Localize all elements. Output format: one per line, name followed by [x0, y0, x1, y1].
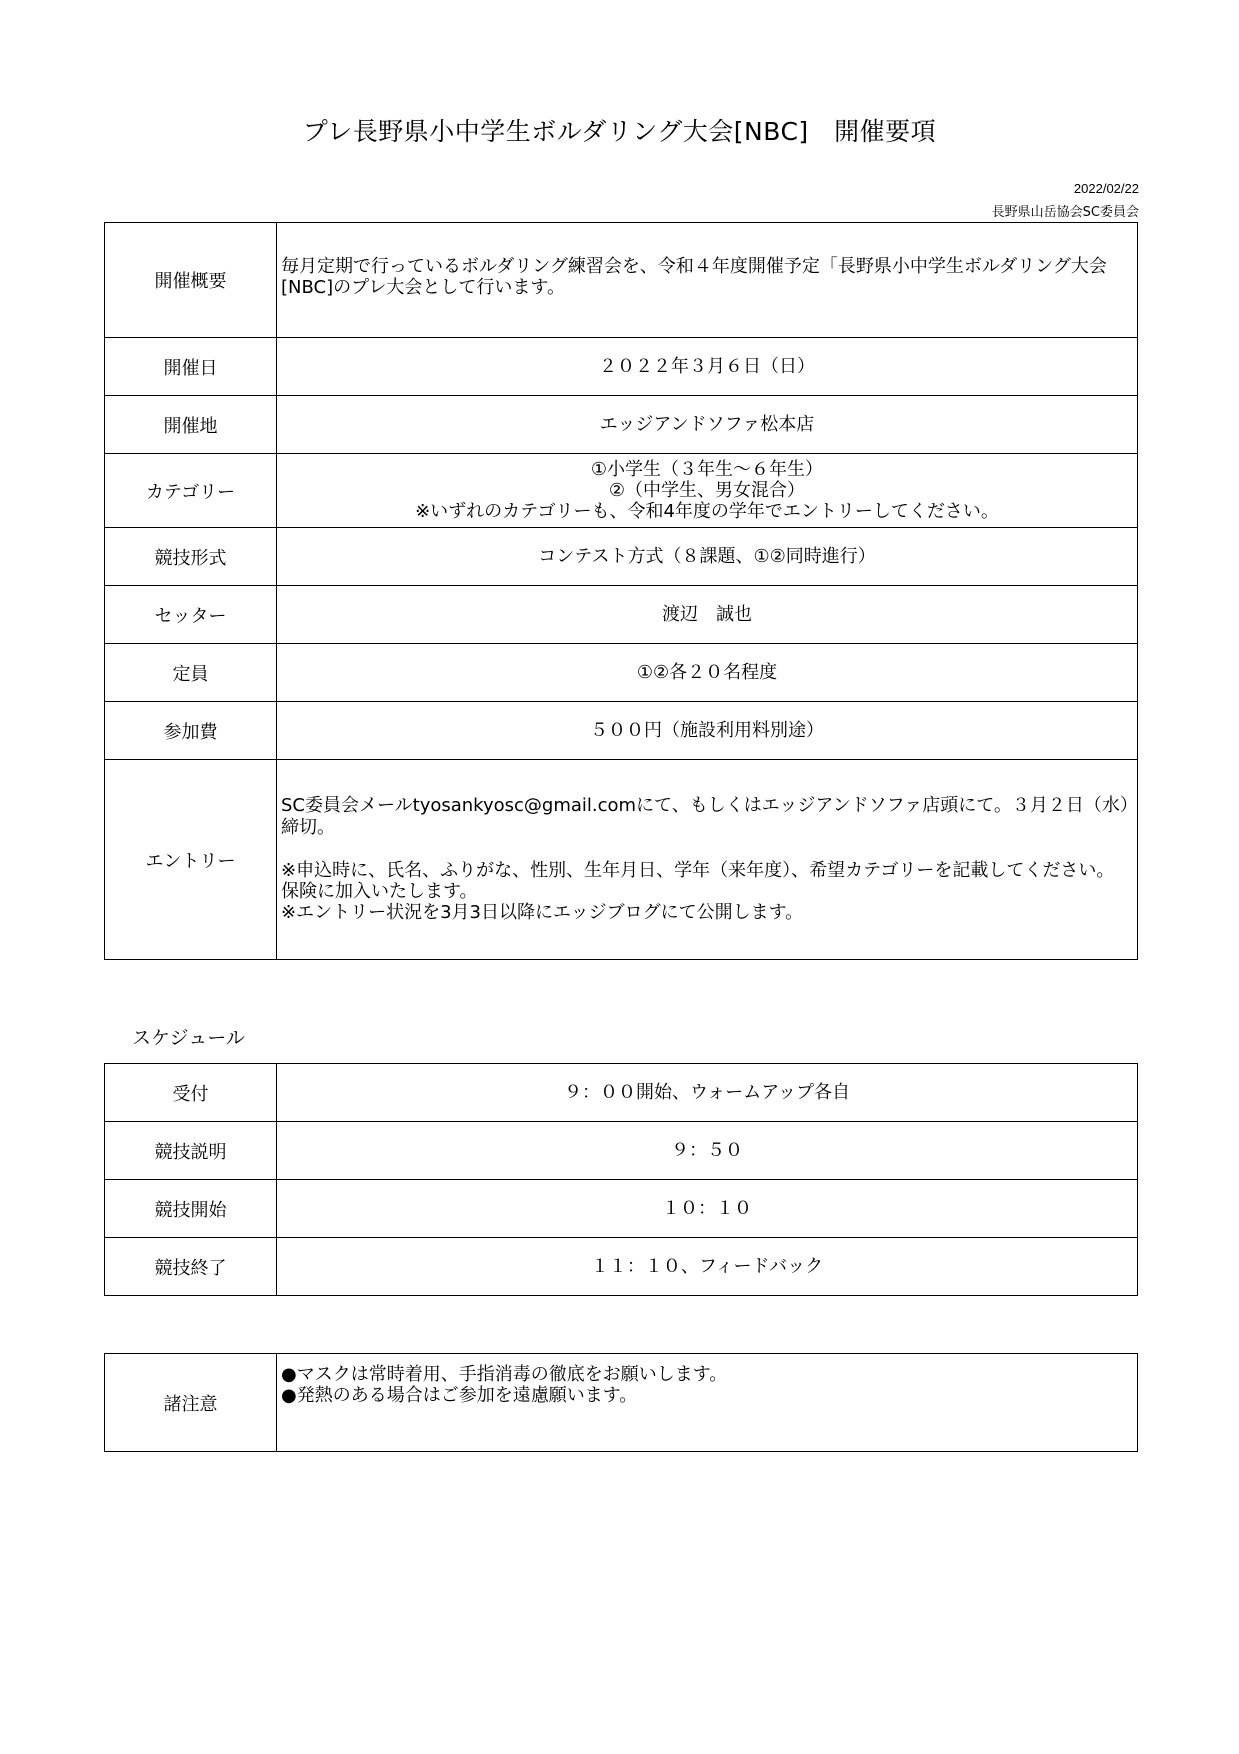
row-value: １１：１０、フィードバック [277, 1238, 1138, 1296]
table-row [105, 1238, 1138, 1296]
table-row [105, 644, 1138, 702]
table-row [105, 396, 1138, 454]
entry-note-line: ※エントリー状況を3月3日以降にエッジブログにて公開します。 [281, 902, 804, 924]
row-label: カテゴリー [105, 454, 277, 528]
table-row [105, 454, 1138, 528]
row-label: 参加費 [105, 702, 277, 760]
row-label: 受付 [105, 1064, 277, 1122]
row-value: ①②各２０名程度 [277, 644, 1138, 702]
row-label: 開催日 [105, 338, 277, 396]
document-title: プレ長野県小中学生ボルダリング大会[NBC] 開催要項 [302, 117, 937, 146]
row-label: エントリー [105, 760, 277, 960]
table-row [105, 528, 1138, 586]
table-row [105, 338, 1138, 396]
row-value: ５００円（施設利用料別途） [277, 702, 1138, 760]
table-row [105, 760, 1138, 960]
table-row [105, 1354, 1138, 1452]
table-row [105, 586, 1138, 644]
document-organization: 長野県山岳協会SC委員会 [991, 205, 1139, 220]
entry-instructions: SC委員会メールtyosankyosc@gmail.comにて、もしくはエッジアンドソファ店頭にて。３月２日（水）締切。 [281, 795, 1129, 838]
row-label: セッター [105, 586, 277, 644]
row-label: 競技形式 [105, 528, 277, 586]
row-value: 毎月定期で行っているボルダリング練習会を、令和４年度開催予定「長野県小中学生ボルダリング大会[NBC]のプレ大会として行います。 [277, 223, 1138, 338]
notes-table [104, 1353, 1138, 1452]
row-value [277, 454, 1138, 528]
note-item: ●マスクは常時着用、手指消毒の徹底をお願いします。 [281, 1364, 728, 1385]
row-label: 開催概要 [105, 223, 277, 338]
category-line: ②（中学生、男女混合） [608, 479, 806, 501]
table-row [105, 702, 1138, 760]
table-row [105, 223, 1138, 338]
entry-note [281, 860, 1131, 924]
row-value [277, 760, 1138, 960]
row-label: 定員 [105, 644, 277, 702]
row-label: 諸注意 [105, 1354, 277, 1452]
row-value: ９：００開始、ウォームアップ各自 [277, 1064, 1138, 1122]
row-label: 競技開始 [105, 1180, 277, 1238]
row-label: 開催地 [105, 396, 277, 454]
row-value: コンテスト方式（８課題、①②同時進行） [277, 528, 1138, 586]
table-row [105, 1122, 1138, 1180]
entry-note-line: ※申込時に、氏名、ふりがな、性別、生年月日、学年（来年度）、希望カテゴリーを記載してください。保険に加入いたします。 [281, 859, 1115, 903]
category-note: ※いずれのカテゴリーも、令和4年度の学年でエントリーしてください。 [415, 501, 999, 523]
row-value: エッジアンドソファ松本店 [277, 396, 1138, 454]
document-date: 2022/02/22 [1073, 181, 1139, 196]
schedule-heading: スケジュール [132, 1027, 245, 1049]
row-label: 競技説明 [105, 1122, 277, 1180]
overview-table [104, 222, 1138, 960]
row-value: ９：５０ [277, 1122, 1138, 1180]
table-row [105, 1180, 1138, 1238]
row-value: 渡辺 誠也 [277, 586, 1138, 644]
schedule-table [104, 1063, 1138, 1296]
category-line: ①小学生（３年生～６年生） [590, 458, 824, 480]
row-value: １０：１０ [277, 1180, 1138, 1238]
row-value [277, 1354, 1138, 1452]
row-value: ２０２２年３月６日（日） [277, 338, 1138, 396]
table-row [105, 1064, 1138, 1122]
note-item: ●発熱のある場合はご参加を遠慮願います。 [281, 1385, 638, 1407]
row-label: 競技終了 [105, 1238, 277, 1296]
